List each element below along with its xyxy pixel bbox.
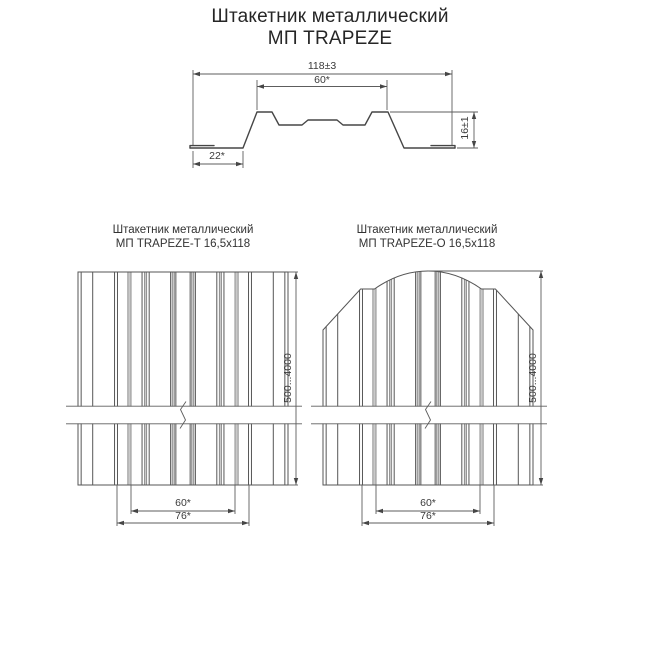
picket-t-crest-dim-label: 60* (175, 497, 191, 509)
picket-o-rib-stripes (326, 271, 530, 485)
picket-t-outline (78, 272, 288, 485)
picket-t-drawing (60, 265, 310, 535)
picket-o-outline (323, 271, 533, 485)
picket-o-rib-span-dim-label: 76* (420, 510, 436, 522)
picket-o-length-dimension (428, 271, 543, 485)
cross-section-height-dim-label: 16±1 (459, 116, 471, 140)
picket-t-length-dim-label: 500...4000 (282, 353, 294, 403)
picket-o-break-symbol (311, 402, 547, 429)
picket-o-length-dim-label: 500...4000 (527, 353, 539, 403)
cross-section-crest-dim-label: 60* (314, 74, 330, 86)
main-title-line2: МП TRAPEZE (267, 28, 393, 49)
picket-t-rib-stripes (81, 272, 285, 485)
cross-section-width-dim-label: 118±3 (307, 60, 337, 72)
picket-o-subtitle-line1: Штакетник металлический (356, 224, 498, 236)
picket-t-rib-span-dim-label: 76* (175, 510, 191, 522)
picket-o-crest-dim-label: 60* (420, 497, 436, 509)
profile-outline (190, 112, 455, 148)
picket-o-drawing (305, 265, 555, 535)
picket-t-subtitle-line1: Штакетник металлический (112, 224, 254, 236)
extension-lines (193, 70, 478, 168)
picket-t-subtitle-line2: МП TRAPEZE-T 16,5x118 (115, 238, 251, 250)
picket-o-subtitle-line2: МП TRAPEZE-O 16,5x118 (358, 238, 496, 250)
dimension-lines (193, 72, 476, 166)
main-title-line1: Штакетник металлический (211, 6, 449, 27)
picket-t-break-symbol (66, 402, 302, 429)
cross-section-base-flat-dim-label: 22* (209, 150, 225, 162)
